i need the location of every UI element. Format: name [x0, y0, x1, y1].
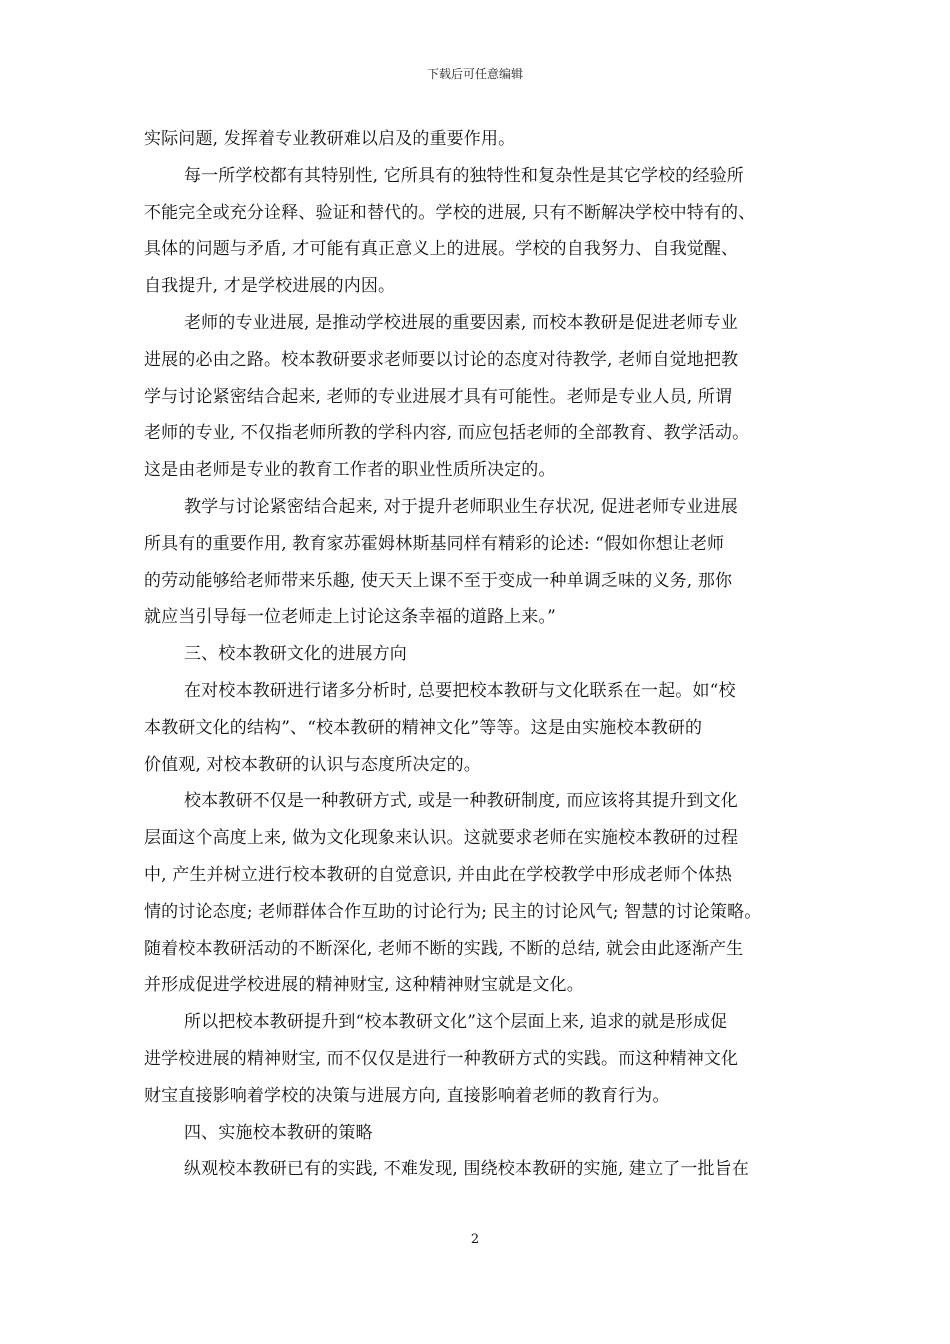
text-line: 自我提升, 才是学校进展的内因。 — [144, 276, 396, 297]
text-line: 层面这个高度上来, 做为文化现象来认识。这就要求老师在实施校本教研的过程 — [144, 828, 739, 849]
text-line: 本教研文化的结构”、“校本教研的精神文化”等等。这是由实施校本教研的 — [144, 717, 703, 738]
text-line: 每一所学校都有其特别性, 它所具有的独特性和复杂性是其它学校的经验所 — [184, 165, 744, 186]
text-line: 中, 产生并树立进行校本教研的自觉意识, 并由此在学校教学中形成老师个体热 — [144, 864, 733, 885]
text-line: 的劳动能够给老师带来乐趣, 使天天上课不至于变成一种单调乏味的义务, 那你 — [144, 570, 733, 591]
text-line: 财宝直接影响着学校的决策与进展方向, 直接影响着老师的教育行为。 — [144, 1085, 670, 1106]
text-line: 所以把校本教研提升到“校本教研文化”这个层面上来, 追求的就是形成促 — [184, 1012, 728, 1033]
text-line: 校本教研不仅是一种教研方式, 或是一种教研制度, 而应该将其提升到文化 — [184, 791, 738, 812]
text-line: 老师的专业, 不仅指老师所教的学科内容, 而应包括老师的全部教育、教学活动。 — [144, 423, 750, 444]
text-line: 情的讨论态度; 老师群体合作互助的讨论行为; 民主的讨论风气; 智慧的讨论策略。 — [144, 901, 762, 922]
text-line: 实际问题, 发挥着专业教研难以启及的重要作用。 — [144, 129, 516, 149]
text-line: 并形成促进学校进展的精神财宝, 这种精神财宝就是文化。 — [144, 975, 584, 996]
text-line: 具体的问题与矛盾, 才可能有真正意义上的进展。学校的自我努力、自我觉醒、 — [144, 239, 739, 260]
text-line: 教学与讨论紧密结合起来, 对于提升老师职业生存状况, 促进老师专业进展 — [184, 496, 738, 517]
text-line: 不能完全或充分诠释、验证和替代的。学校的进展, 只有不断解决学校中特有的、 — [144, 202, 756, 223]
text-line: 纵观校本教研已有的实践, 不难发现, 围绕校本教研的实施, 建立了一批旨在 — [184, 1159, 749, 1180]
text-line: 在对校本教研进行诸多分析时, 总要把校本教研与文化联系在一起。如“校 — [184, 680, 736, 701]
text-line: 所具有的重要作用, 教育家苏霍姆林斯基同样有精彩的论述: “假如你想让老师 — [144, 533, 725, 554]
text-line: 就应当引导每一位老师走上讨论这条幸福的道路上来。” — [144, 607, 556, 628]
page-number: 2 — [470, 1232, 480, 1247]
text-line: 随着校本教研活动的不断深化, 老师不断的实践, 不断的总结, 就会由此逐渐产生 — [144, 938, 744, 959]
text-line: 这是由老师是专业的教育工作者的职业性质所决定的。 — [144, 460, 556, 481]
text-line: 价值观, 对校本教研的认识与态度所决定的。 — [144, 754, 481, 775]
text-line: 老师的专业进展, 是推动学校进展的重要因素, 而校本教研是促进老师专业 — [184, 312, 738, 333]
document-body — [144, 121, 808, 1188]
text-line: 四、实施校本教研的策略 — [184, 1122, 373, 1143]
text-line: 进展的必由之路。校本教研要求老师要以讨论的态度对待教学, 老师自觉地把教 — [144, 349, 739, 370]
text-line: 学与讨论紧密结合起来, 老师的专业进展才具有可能性。老师是专业人员, 所谓 — [144, 386, 733, 407]
text-line: 进学校进展的精神财宝, 而不仅仅是进行一种教研方式的实践。而这种精神文化 — [144, 1048, 739, 1069]
page-header: 下载后可任意编辑 — [426, 67, 523, 81]
text-line: 三、校本教研文化的进展方向 — [184, 644, 407, 665]
